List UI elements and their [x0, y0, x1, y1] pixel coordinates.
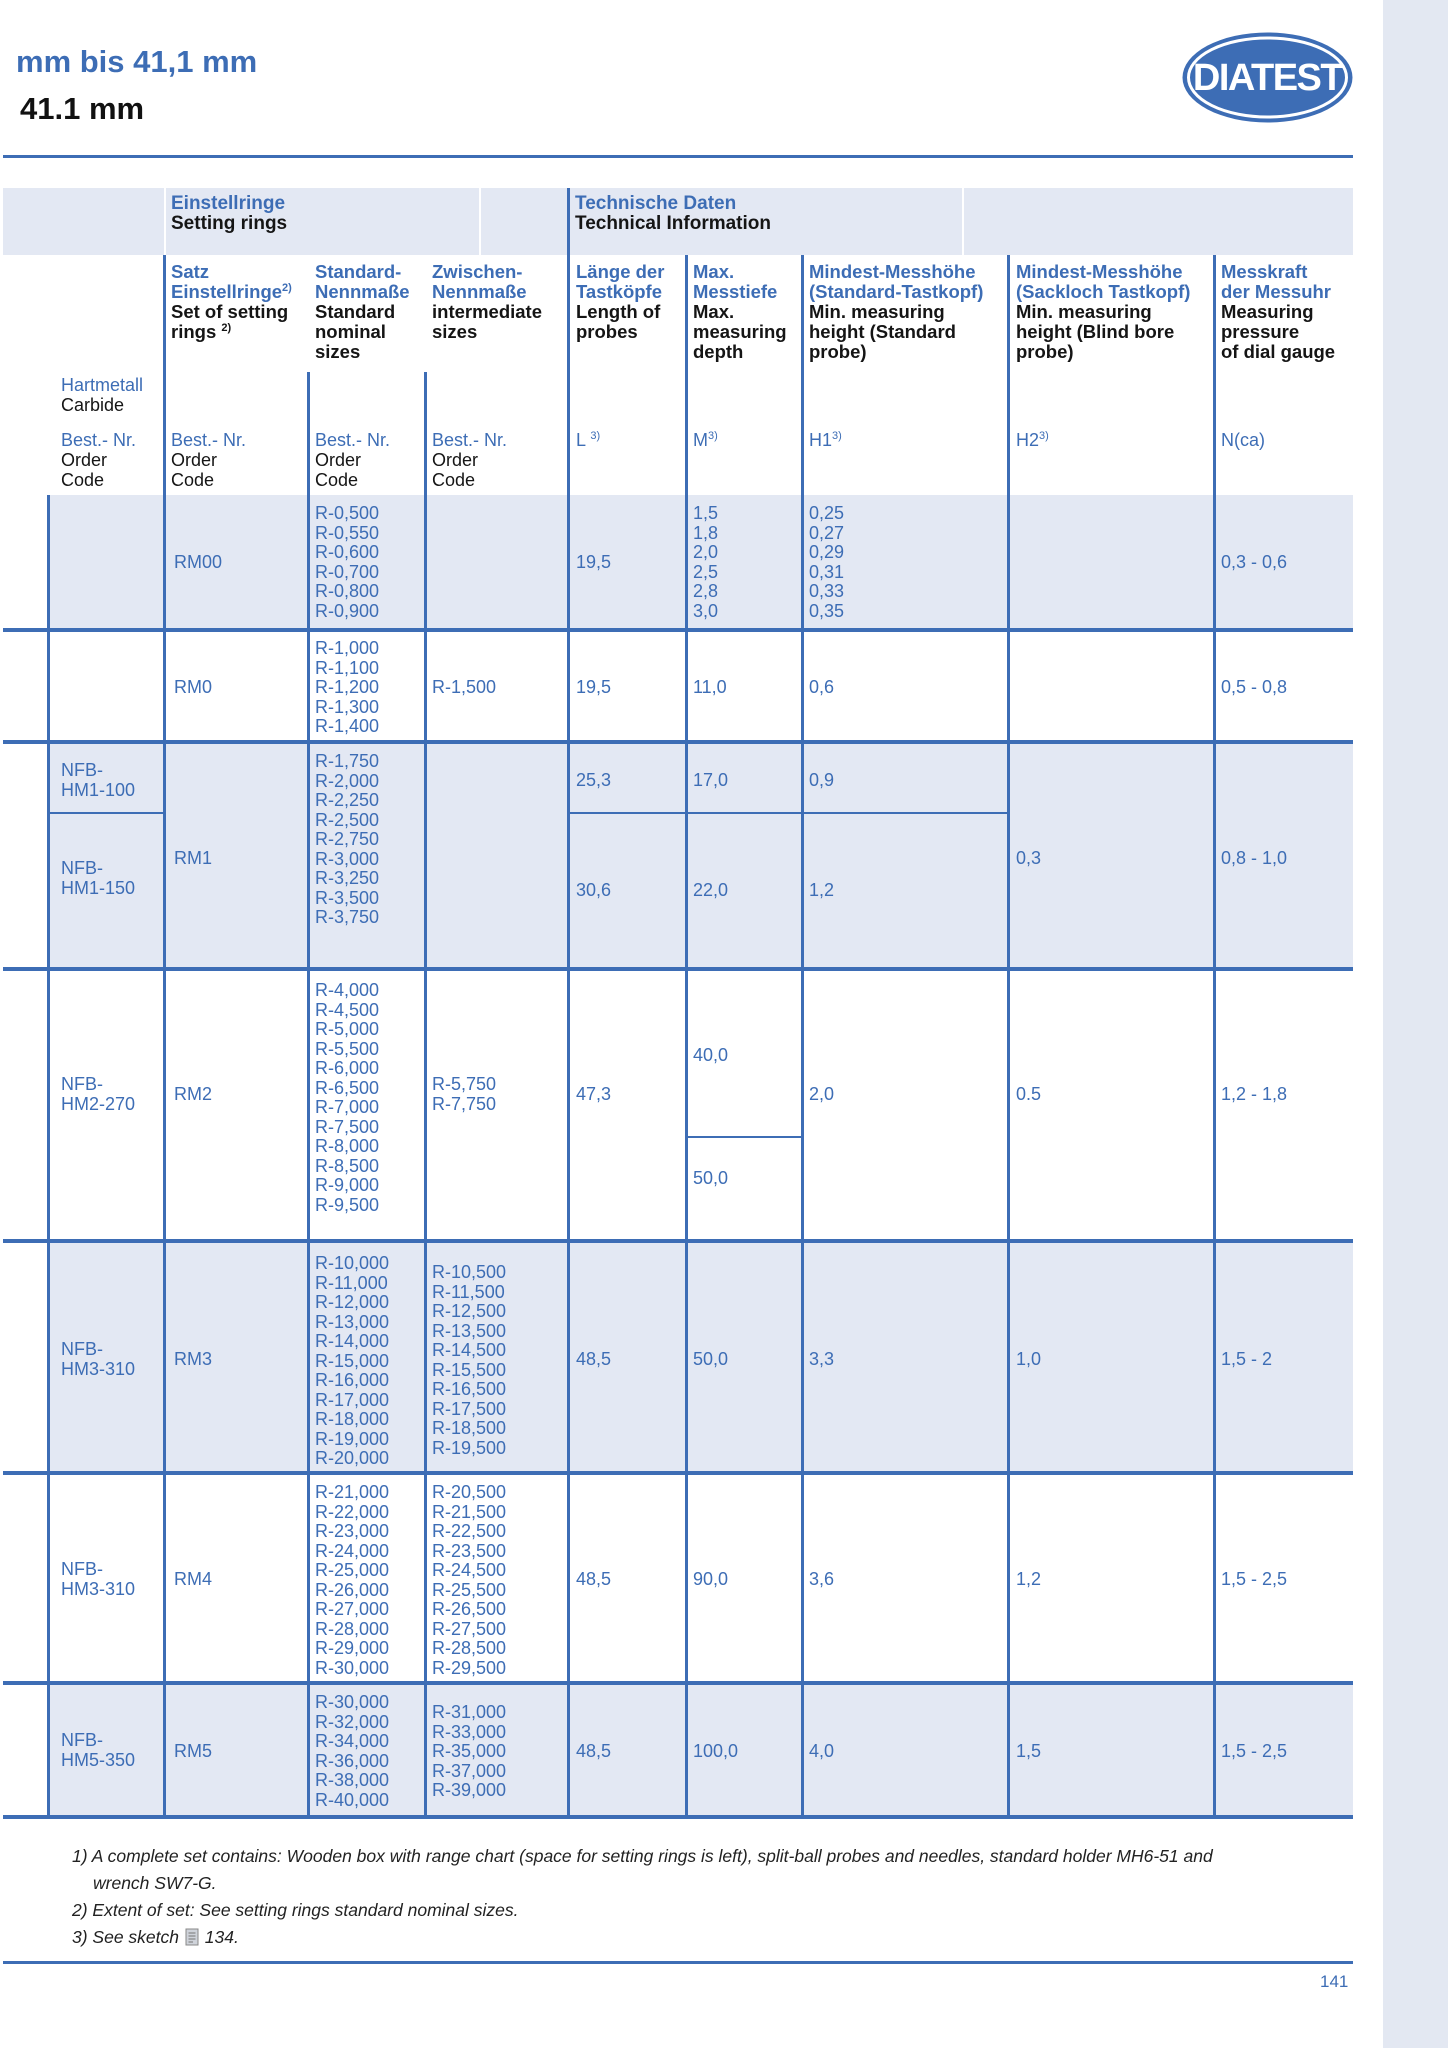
rm5-inter: R-31,000 R-33,000 R-35,000 R-37,000 R-39,000	[432, 1702, 507, 1800]
rm1-std: R-1,750 R-2,000 R-2,250 R-2,500 R-2,750 R-3,000 R-3,250 R-3,500 R-3,750	[315, 751, 380, 927]
row-divider	[3, 1239, 1353, 1243]
col-line	[424, 372, 427, 1817]
rm4-set: RM4	[174, 1569, 213, 1589]
rm1-h1-b: 1,2	[809, 880, 835, 900]
group-setting-rings-en: Setting rings	[171, 213, 288, 234]
rm2-inter: R-5,750 R-7,750	[432, 1074, 497, 1114]
h1-de: Mindest-Messhöhe (Standard-Tastkopf)	[809, 261, 984, 302]
page-title-de: mm bis 41,1 mm	[16, 44, 258, 79]
satz-sup: 2)	[282, 281, 292, 294]
rm5-h2: 1,5	[1016, 1741, 1042, 1761]
rm4-inter: R-20,500 R-21,500 R-22,500 R-23,500 R-24,500 R-25,500 R-26,500 R-27,500 R-28,500 R-29,500	[432, 1482, 507, 1678]
rm5-n: 1,5 - 2,5	[1221, 1741, 1288, 1761]
rm1-subrow-line-right	[568, 812, 1008, 814]
h2-de: Mindest-Messhöhe (Sackloch Tastkopf)	[1016, 261, 1191, 302]
rm4-l: 48,5	[576, 1569, 612, 1589]
footnote-2: 2) Extent of set: See setting rings standard nominal sizes.	[72, 1900, 519, 1920]
band-sep	[164, 188, 166, 255]
satz-en: Set of setting rings	[171, 301, 289, 342]
col-header-n	[1221, 262, 1335, 362]
rm2-m-b: 50,0	[693, 1168, 729, 1188]
col-header-satz	[171, 262, 292, 342]
col-header-h2	[1016, 262, 1190, 362]
col-line	[163, 255, 166, 1817]
zwischen-en: intermediate sizes	[432, 301, 543, 342]
rm5-std: R-30,000 R-32,000 R-34,000 R-36,000 R-38,000 R-40,000	[315, 1692, 390, 1810]
bestnr-de-col3: Best.- Nr.	[315, 430, 391, 450]
rm4-std: R-21,000 R-22,000 R-23,000 R-24,000 R-25,000 R-26,000 R-27,000 R-28,000 R-29,000 R-30,000	[315, 1482, 390, 1678]
rm2-h2: 0.5	[1016, 1084, 1042, 1104]
rm4-m: 90,0	[693, 1569, 729, 1589]
col-line	[307, 372, 310, 1817]
satz-de: Satz Einstellringe	[171, 261, 283, 302]
rm5-h1: 4,0	[809, 1741, 835, 1761]
rm4-code: NFB- HM3-310	[61, 1559, 136, 1599]
band-sep	[962, 188, 964, 255]
header-rule	[3, 155, 1353, 158]
row-divider	[3, 628, 1353, 632]
row-divider	[3, 967, 1353, 971]
group-technical-en: Technical Information	[575, 213, 772, 234]
rm2-l: 47,3	[576, 1084, 612, 1104]
rm3-code: NFB- HM3-310	[61, 1339, 136, 1379]
rm4-h2: 1,2	[1016, 1569, 1042, 1589]
symbol-l: L $^{3)}$	[576, 430, 601, 450]
standard-en: Standard nominal sizes	[315, 301, 396, 362]
rm1-l-a: 25,3	[576, 770, 612, 790]
rm1-code-b: NFB- HM1-150	[61, 858, 136, 898]
rm3-n: 1,5 - 2	[1221, 1349, 1273, 1369]
rm00-l: 19,5	[576, 552, 612, 572]
footer-rule	[3, 1961, 1353, 1964]
rm2-h1: 2,0	[809, 1084, 835, 1104]
rm0-m: 11,0	[693, 677, 727, 697]
footnote-1-cont: wrench SW7-G.	[93, 1873, 217, 1893]
bestnr-en-col4: Order Code	[432, 450, 479, 490]
rm2-set: RM2	[174, 1084, 213, 1104]
rm3-h2: 1,0	[1016, 1349, 1042, 1369]
rm0-h1: 0,6	[809, 677, 835, 697]
col-header-standard	[315, 262, 410, 362]
rm1-subrow-line-left	[48, 812, 163, 814]
standard-de: Standard- Nennmaße	[315, 261, 410, 302]
col-line	[1213, 255, 1216, 1817]
symbol-m: $M^{3)}$	[693, 430, 718, 450]
rm4-n: 1,5 - 2,5	[1221, 1569, 1288, 1589]
laenge-de: Länge der Tastköpfe	[576, 261, 665, 302]
col-header-max	[693, 262, 787, 362]
page-side-strip	[1383, 0, 1448, 2048]
col-line	[567, 188, 570, 1817]
symbol-n: N(ca)	[1221, 430, 1265, 450]
document-icon	[184, 1928, 200, 1946]
band-sep	[479, 188, 481, 255]
rm1-set: RM1	[174, 848, 213, 868]
rm0-std: R-1,000 R-1,100 R-1,200 R-1,300 R-1,400	[315, 638, 380, 736]
rm3-l: 48,5	[576, 1349, 612, 1369]
rm5-code: NFB- HM5-350	[61, 1730, 136, 1770]
rm3-inter: R-10,500 R-11,500 R-12,500 R-13,500 R-14,500 R-15,500 R-16,500 R-17,500 R-18,500 R-19,500	[432, 1262, 507, 1458]
rm00-set: RM00	[174, 552, 223, 572]
bestnr-en-col3: Order Code	[315, 450, 362, 490]
page-title-en: 41.1 mm	[20, 91, 145, 126]
rm1-h1-a: 0,9	[809, 770, 835, 790]
rm1-h2: 0,3	[1016, 848, 1042, 868]
rm0-inter: R-1,500	[432, 677, 497, 697]
col-line	[1007, 255, 1010, 1817]
table-bottom-line	[3, 1815, 1353, 1819]
max-de: Max. Messtiefe	[693, 261, 778, 302]
symbol-h1: H1$^{3)}$	[809, 430, 842, 450]
symbol-h2: H2$^{3)}$	[1016, 430, 1049, 450]
rm2-std: R-4,000 R-4,500 R-5,000 R-5,500 R-6,000 R-6,500 R-7,000 R-7,500 R-8,000 R-8,500 R-9,000 R-9,500	[315, 980, 380, 1215]
rm0-n: 0,5 - 0,8	[1221, 677, 1288, 697]
bestnr-de-col2: Best.- Nr.	[171, 430, 247, 450]
group-setting-rings-de: Einstellringe	[171, 193, 286, 214]
logo-text: DIATEST	[1192, 57, 1343, 99]
carbide-en: Carbide	[61, 395, 125, 415]
rm3-h1: 3,3	[809, 1349, 835, 1369]
bestnr-de-col4: Best.- Nr.	[432, 430, 508, 450]
rm00-n: 0,3 - 0,6	[1221, 552, 1288, 572]
rm1-code-a: NFB- HM1-100	[61, 760, 136, 800]
h2-en: Min. measuring height (Blind bore probe)	[1016, 301, 1175, 362]
h1-en: Min. measuring height (Standard probe)	[809, 301, 956, 362]
col-line	[685, 255, 688, 1817]
footnote-3-page: 134.	[204, 1927, 239, 1947]
rm0-l: 19,5	[576, 677, 612, 697]
rm4-h1: 3,6	[809, 1569, 835, 1589]
footnote-3-text: 3) See sketch	[72, 1927, 179, 1947]
rm2-depth-split-line	[686, 1136, 801, 1138]
max-en: Max. measuring depth	[693, 301, 787, 362]
rm5-m: 100,0	[693, 1741, 739, 1761]
zwischen-de: Zwischen- Nennmaße	[432, 261, 527, 302]
rm1-m-b: 22,0	[693, 880, 729, 900]
rm0-set: RM0	[174, 677, 213, 697]
rm00-m: 1,5 1,8 2,0 2,5 2,8 3,0	[693, 503, 719, 621]
rm00-h1: 0,25 0,27 0,29 0,31 0,33 0,35	[809, 503, 845, 621]
carbide-de: Hartmetall	[61, 375, 144, 395]
rm1-l-b: 30,6	[576, 880, 612, 900]
rm3-m: 50,0	[693, 1349, 729, 1369]
row-divider	[3, 740, 1353, 744]
footnote-3	[72, 1924, 239, 1950]
rm2-n: 1,2 - 1,8	[1221, 1084, 1288, 1104]
col-header-h1	[809, 262, 983, 362]
group-technical-de: Technische Daten	[575, 193, 737, 214]
bestnr-de-col1: Best.- Nr.	[61, 430, 137, 450]
row-divider	[3, 1471, 1353, 1475]
footnote-1: 1) A complete set contains: Wooden box with range chart (space for setting rings is left), split-ball probes and needles, standard holder MH6-51 and	[72, 1846, 1213, 1866]
diatest-logo	[1180, 30, 1355, 125]
col-line	[801, 255, 804, 1817]
rm2-m-a: 40,0	[693, 1045, 729, 1065]
rm1-m-a: 17,0	[693, 770, 729, 790]
laenge-en: Length of probes	[576, 301, 661, 342]
col-header-laenge	[576, 262, 664, 342]
col-line	[47, 495, 50, 1817]
rm5-set: RM5	[174, 1741, 213, 1761]
rm3-std: R-10,000 R-11,000 R-12,000 R-13,000 R-14,000 R-15,000 R-16,000 R-17,000 R-18,000 R-19,000 R-20,000	[315, 1253, 390, 1468]
rm3-set: RM3	[174, 1349, 213, 1369]
page-number: 141	[1320, 1972, 1349, 1991]
bestnr-en-col2: Order Code	[171, 450, 218, 490]
rm1-n: 0,8 - 1,0	[1221, 848, 1288, 868]
row-divider	[3, 1681, 1353, 1685]
n-de: Messkraft der Messuhr	[1221, 261, 1332, 302]
bestnr-en-col1: Order Code	[61, 450, 108, 490]
col-header-zwischen	[432, 262, 542, 342]
rm2-code: NFB- HM2-270	[61, 1074, 136, 1114]
satz-en-sup: 2)	[221, 321, 232, 334]
n-en: Measuring pressure of dial gauge	[1221, 301, 1336, 362]
rm00-std: R-0,500 R-0,550 R-0,600 R-0,700 R-0,800 R-0,900	[315, 503, 380, 621]
rm5-l: 48,5	[576, 1741, 612, 1761]
